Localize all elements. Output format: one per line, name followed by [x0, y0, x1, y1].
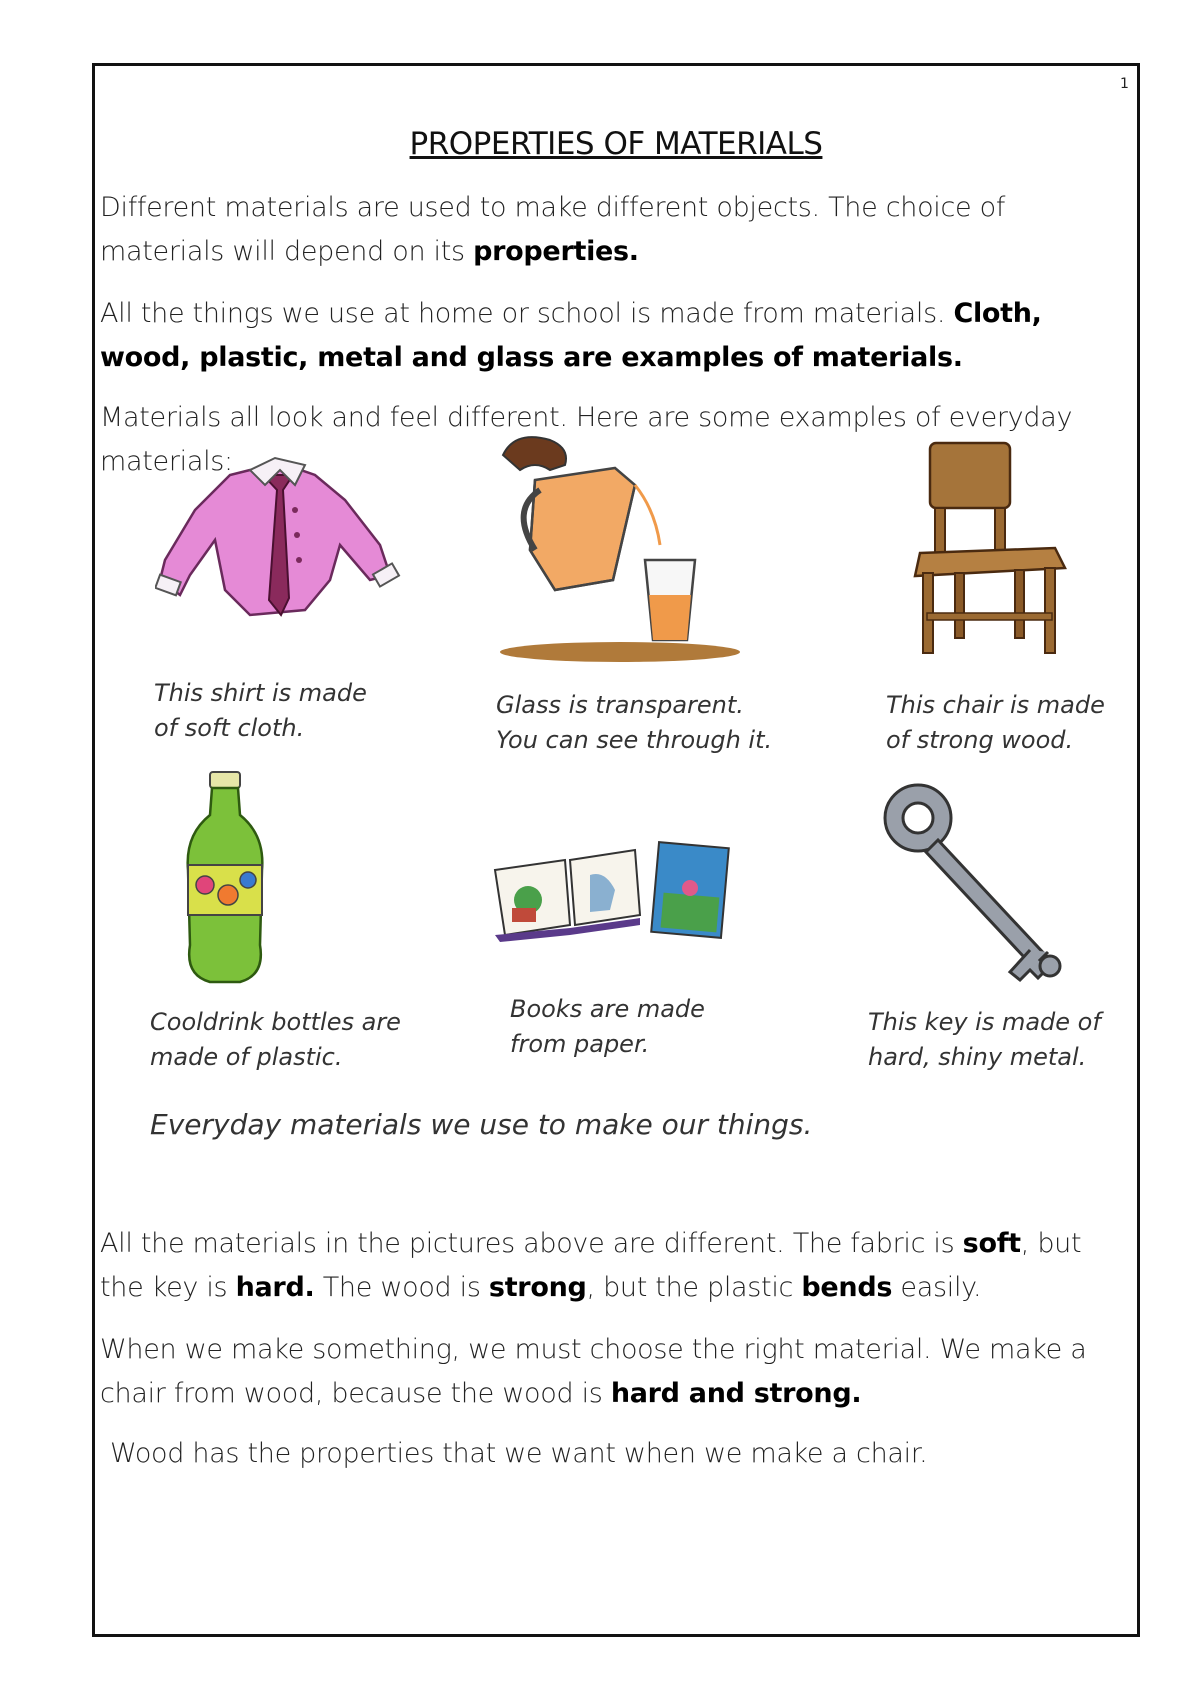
caption-bottle [150, 1005, 401, 1075]
p4-e: The wood is [314, 1272, 489, 1303]
intro-p2-text: All the things we use at home or school is made from materials. [100, 298, 954, 329]
plastic-bottle-image [180, 770, 270, 985]
p4-g: , but the plastic [586, 1272, 802, 1303]
body-paragraph-2 [100, 1328, 1130, 1416]
caption-chair-line2: of strong wood. [886, 726, 1074, 754]
p4-i: easily. [892, 1272, 982, 1303]
caption-books [510, 992, 705, 1062]
intro-paragraph-3: Materials all look and feel different. Here are some examples of everyday materials: [100, 402, 1073, 477]
p4-b: soft [962, 1228, 1021, 1259]
body-paragraph-3: Wood has the properties that we want when we make a chair. [110, 1438, 928, 1469]
caption-bottle-line1: Cooldrink bottles are [150, 1008, 401, 1036]
p5-b: hard and strong. [610, 1378, 862, 1409]
caption-shirt-line1: This shirt is made [154, 679, 367, 707]
caption-bottle-line2: made of plastic. [150, 1043, 343, 1071]
glass-jug-image [495, 430, 755, 665]
p4-f: strong [488, 1272, 587, 1303]
caption-key-line1: This key is made of [868, 1008, 1101, 1036]
intro-paragraph-1 [100, 186, 1130, 274]
p4-c: , but the key is [100, 1228, 1082, 1303]
page-number: 1 [1120, 76, 1129, 92]
books-image [490, 840, 735, 950]
metal-key-image [880, 780, 1080, 990]
body-paragraph-1 [100, 1222, 1130, 1310]
p4-a: All the materials in the pictures above are different. The fabric is [100, 1228, 963, 1259]
caption-books-line1: Books are made [510, 995, 705, 1023]
figure-caption: Everyday materials we use to make our things. [150, 1108, 813, 1141]
intro-p1-text: Different materials are used to make different objects. The choice of materials will depend on its [100, 192, 1006, 267]
page-title: PROPERTIES OF MATERIALS [409, 126, 823, 162]
p4-d: hard. [235, 1272, 315, 1303]
caption-glass [496, 688, 772, 758]
intro-p1-bold: properties. [473, 236, 639, 267]
caption-chair [886, 688, 1105, 758]
p4-h: bends [801, 1272, 893, 1303]
caption-glass-line2: You can see through it. [496, 726, 773, 754]
caption-chair-line1: This chair is made [886, 691, 1105, 719]
caption-glass-line1: Glass is transparent. [496, 691, 744, 719]
caption-books-line2: from paper. [510, 1030, 650, 1058]
caption-key [868, 1005, 1101, 1075]
caption-key-line2: hard, shiny metal. [868, 1043, 1087, 1071]
wooden-chair-image [905, 438, 1075, 663]
caption-shirt [154, 676, 367, 746]
caption-shirt-line2: of soft cloth. [154, 714, 305, 742]
p5-a: When we make something, we must choose the right material. We make a chair from wood, because the wood is [100, 1334, 1087, 1409]
intro-paragraph-2 [100, 292, 1130, 380]
intro-p2-bold: Cloth, wood, plastic, metal and glass are examples of materials. [100, 298, 1042, 373]
shirt-image [155, 450, 405, 620]
